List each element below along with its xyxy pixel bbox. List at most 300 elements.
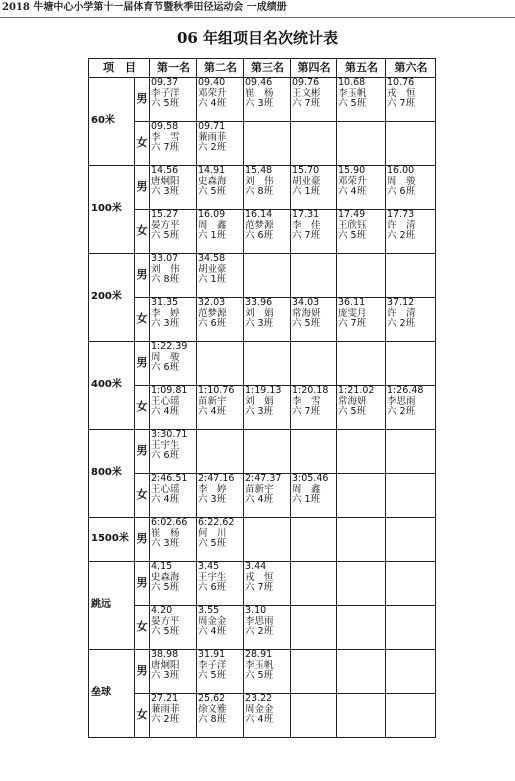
result-name: 周 骏	[387, 175, 416, 187]
result-class: 六 6班	[198, 582, 227, 594]
result-name: 李 雪	[151, 131, 180, 143]
result-class: 六 3班	[198, 494, 227, 506]
result-cell	[150, 650, 197, 694]
gender-cell: 男	[135, 650, 150, 694]
result-cell	[150, 518, 197, 562]
result-class: 六 1班	[292, 494, 321, 506]
table-row	[89, 122, 436, 166]
result-score: 34.58	[198, 253, 226, 264]
result-cell	[244, 122, 291, 166]
result-name: 周 骏	[151, 351, 180, 363]
result-cell	[150, 474, 197, 518]
result-name: 刘 伟	[245, 175, 274, 187]
result-name: 崔 杨	[245, 87, 274, 99]
result-cell	[291, 166, 337, 210]
result-class: 六 4班	[198, 626, 227, 638]
result-class: 六 2班	[387, 406, 416, 418]
result-name: 晏方平	[151, 219, 180, 231]
result-cell	[197, 518, 244, 562]
result-score: 10.76	[387, 77, 415, 88]
result-cell	[150, 606, 197, 650]
result-class: 六 3班	[151, 670, 180, 682]
result-cell	[197, 650, 244, 694]
gender-cell: 男	[135, 78, 150, 122]
result-score: 09.40	[198, 77, 226, 88]
result-name: 常海妍	[338, 395, 367, 407]
result-cell	[150, 166, 197, 210]
result-cell	[337, 518, 386, 562]
result-cell	[244, 694, 291, 738]
result-name: 李思雨	[387, 395, 416, 407]
result-name: 史森海	[198, 175, 227, 187]
result-cell	[291, 606, 337, 650]
table-row	[89, 386, 436, 430]
result-class: 六 8班	[245, 186, 274, 198]
result-cell	[244, 474, 291, 518]
result-cell	[337, 474, 386, 518]
result-name: 崔 杨	[151, 527, 180, 539]
result-cell	[386, 122, 436, 166]
result-name: 李子洋	[151, 87, 180, 99]
gender-cell: 男	[135, 562, 150, 606]
result-class: 六 1班	[198, 230, 227, 242]
result-class: 六 4班	[198, 98, 227, 110]
result-score: 17.49	[338, 209, 366, 220]
result-cell	[244, 78, 291, 122]
result-score: 32.03	[198, 297, 226, 308]
result-cell	[291, 122, 337, 166]
result-score: 10.68	[338, 77, 366, 88]
result-name: 史森海	[151, 571, 180, 583]
result-score: 6:22.62	[198, 517, 235, 528]
result-name: 邓荣升	[198, 87, 227, 99]
result-cell	[244, 606, 291, 650]
result-cell	[291, 650, 337, 694]
result-name: 唐炯阳	[151, 175, 180, 187]
gender-cell: 男	[135, 166, 150, 210]
table-row	[89, 342, 436, 386]
result-cell	[386, 562, 436, 606]
result-score: 09.37	[151, 77, 179, 88]
result-score: 27.21	[151, 693, 179, 704]
result-class: 六 5班	[198, 186, 227, 198]
result-cell	[291, 694, 337, 738]
gender-cell: 女	[135, 298, 150, 342]
result-class: 六 5班	[151, 230, 180, 242]
column-header-event: 项 目	[89, 59, 150, 78]
table-row	[89, 78, 436, 122]
result-score: 3.55	[198, 605, 220, 616]
result-cell	[386, 430, 436, 474]
result-class: 六 7班	[338, 318, 367, 330]
result-cell	[150, 78, 197, 122]
result-cell	[386, 342, 436, 386]
result-name: 王宇生	[198, 571, 227, 583]
result-name: 许 清	[387, 307, 416, 319]
result-cell	[244, 430, 291, 474]
result-name: 刘 伟	[151, 263, 180, 275]
result-score: 38.98	[151, 649, 179, 660]
result-name: 刘 娟	[245, 395, 274, 407]
result-class: 六 4班	[151, 406, 180, 418]
result-cell	[150, 694, 197, 738]
result-cell	[150, 210, 197, 254]
result-class: 六 4班	[245, 494, 274, 506]
page-title: 06 年组项目名次统计表	[176, 29, 339, 47]
result-score: 34.03	[292, 297, 320, 308]
result-name: 苗新宇	[198, 395, 227, 407]
result-name: 庞雯月	[338, 307, 367, 319]
result-score: 3.45	[198, 561, 220, 572]
result-class: 六 2班	[245, 626, 274, 638]
result-cell	[386, 166, 436, 210]
gender-cell: 女	[135, 122, 150, 166]
result-class: 六 7班	[292, 98, 321, 110]
result-score: 16.09	[198, 209, 226, 220]
result-cell	[337, 694, 386, 738]
result-score: 17.73	[387, 209, 415, 220]
table-row	[89, 562, 436, 606]
result-score: 2:47.16	[198, 473, 235, 484]
result-cell	[197, 122, 244, 166]
result-cell	[150, 386, 197, 430]
result-class: 六 3班	[151, 538, 180, 550]
result-name: 李玉帆	[245, 659, 274, 671]
result-score: 33.96	[245, 297, 273, 308]
result-name: 王心瑶	[151, 395, 180, 407]
result-score: 1:22.39	[151, 341, 188, 352]
result-score: 09.46	[245, 77, 273, 88]
result-class: 六 3班	[245, 98, 274, 110]
result-cell	[386, 386, 436, 430]
result-class: 六 4班	[151, 494, 180, 506]
result-score: 1:26.48	[387, 385, 424, 396]
result-cell	[244, 650, 291, 694]
result-score: 28.91	[245, 649, 273, 660]
gender-cell: 男	[135, 342, 150, 386]
result-score: 15.27	[151, 209, 179, 220]
gender-cell: 男	[135, 518, 150, 562]
gender-cell: 女	[135, 694, 150, 738]
result-cell	[337, 78, 386, 122]
result-cell	[244, 518, 291, 562]
table-row	[89, 694, 436, 738]
column-header-rank-6: 第六名	[386, 59, 436, 78]
result-cell	[197, 386, 244, 430]
result-score: 23.22	[245, 693, 273, 704]
result-cell	[150, 298, 197, 342]
result-name: 周金金	[245, 703, 274, 715]
result-cell	[386, 518, 436, 562]
result-score: 31.91	[198, 649, 226, 660]
result-class: 六 8班	[151, 274, 180, 286]
result-cell	[386, 694, 436, 738]
result-cell	[244, 562, 291, 606]
table-row	[89, 254, 436, 298]
result-score: 14.56	[151, 165, 179, 176]
result-cell	[291, 254, 337, 298]
gender-cell: 男	[135, 254, 150, 298]
result-class: 六 2班	[387, 318, 416, 330]
result-name: 周金金	[198, 615, 227, 627]
result-class: 六 2班	[198, 142, 227, 154]
result-cell	[150, 562, 197, 606]
header-row	[89, 59, 436, 78]
result-name: 周 鑫	[292, 483, 321, 495]
event-name-cell: 200米	[89, 254, 135, 342]
result-name: 李 雪	[292, 395, 321, 407]
event-name-cell: 400米	[89, 342, 135, 430]
result-score: 09.71	[198, 121, 226, 132]
gender-cell: 女	[135, 606, 150, 650]
result-score: 16.14	[245, 209, 273, 220]
result-cell	[337, 606, 386, 650]
result-score: 17.31	[292, 209, 320, 220]
result-name: 邓荣升	[338, 175, 367, 187]
result-class: 六 5班	[338, 98, 367, 110]
table-row	[89, 474, 436, 518]
gender-cell: 男	[135, 430, 150, 474]
result-class: 六 7班	[151, 142, 180, 154]
event-name-cell: 1500米	[89, 518, 135, 562]
result-class: 六 5班	[151, 626, 180, 638]
result-cell	[337, 210, 386, 254]
result-class: 六 7班	[387, 98, 416, 110]
result-score: 3.10	[245, 605, 267, 616]
result-cell	[150, 254, 197, 298]
result-class: 六 2班	[387, 230, 416, 242]
gender-cell: 女	[135, 210, 150, 254]
result-class: 六 5班	[338, 406, 367, 418]
result-cell	[150, 430, 197, 474]
result-cell	[291, 78, 337, 122]
result-name: 许 清	[387, 219, 416, 231]
table-row	[89, 518, 436, 562]
result-name: 李玉帆	[338, 87, 367, 99]
result-score: 09.58	[151, 121, 179, 132]
result-cell	[197, 430, 244, 474]
result-name: 李 佳	[292, 219, 321, 231]
result-class: 六 2班	[151, 714, 180, 726]
result-cell	[386, 210, 436, 254]
result-cell	[244, 210, 291, 254]
result-score: 1:19.13	[245, 385, 282, 396]
result-cell	[291, 430, 337, 474]
result-cell	[386, 298, 436, 342]
result-cell	[291, 474, 337, 518]
result-cell	[197, 166, 244, 210]
result-cell	[197, 342, 244, 386]
result-name: 戎 恒	[245, 571, 274, 583]
table-row	[89, 650, 436, 694]
result-score: 6:02.66	[151, 517, 188, 528]
result-class: 六 7班	[292, 406, 321, 418]
result-cell	[337, 122, 386, 166]
result-cell	[197, 210, 244, 254]
result-score: 3:05.46	[292, 473, 329, 484]
column-header-rank-1: 第一名	[150, 59, 197, 78]
event-name-cell: 100米	[89, 166, 135, 254]
results-table	[88, 58, 436, 738]
result-name: 刘 娟	[245, 307, 274, 319]
result-class: 六 5班	[245, 670, 274, 682]
result-cell	[244, 342, 291, 386]
result-score: 15.70	[292, 165, 320, 176]
result-cell	[244, 166, 291, 210]
result-name: 常海妍	[292, 307, 321, 319]
gender-cell: 女	[135, 386, 150, 430]
result-class: 六 6班	[151, 450, 180, 462]
result-cell	[197, 78, 244, 122]
result-name: 徐文雅	[198, 703, 227, 715]
result-cell	[197, 298, 244, 342]
result-class: 六 5班	[151, 582, 180, 594]
result-cell	[244, 386, 291, 430]
result-name: 王欣钰	[338, 219, 367, 231]
result-cell	[291, 342, 337, 386]
result-cell	[291, 210, 337, 254]
result-score: 09.76	[292, 77, 320, 88]
table-row	[89, 430, 436, 474]
result-cell	[386, 78, 436, 122]
result-score: 4.15	[151, 561, 173, 572]
result-class: 六 6班	[198, 318, 227, 330]
result-score: 1:09.81	[151, 385, 188, 396]
result-cell	[337, 562, 386, 606]
result-name: 胡业豪	[198, 263, 227, 275]
result-class: 六 4班	[245, 714, 274, 726]
result-class: 六 5班	[151, 98, 180, 110]
column-header-rank-2: 第二名	[197, 59, 244, 78]
result-class: 六 5班	[198, 538, 227, 550]
result-cell	[386, 650, 436, 694]
result-name: 戎 恒	[387, 87, 416, 99]
table-row	[89, 210, 436, 254]
result-cell	[197, 474, 244, 518]
result-cell	[337, 650, 386, 694]
result-score: 4.20	[151, 605, 173, 616]
result-cell	[291, 518, 337, 562]
result-class: 六 7班	[292, 230, 321, 242]
result-cell	[150, 122, 197, 166]
result-cell	[337, 430, 386, 474]
result-name: 李 婷	[151, 307, 180, 319]
result-name: 蒹雨菲	[198, 131, 227, 143]
result-name: 胡业豪	[292, 175, 321, 187]
result-score: 2:46.51	[151, 473, 188, 484]
result-score: 15.90	[338, 165, 366, 176]
result-score: 36.11	[338, 297, 366, 308]
result-score: 3.44	[245, 561, 267, 572]
result-class: 六 7班	[245, 582, 274, 594]
result-score: 3:30.71	[151, 429, 188, 440]
table-row	[89, 298, 436, 342]
result-class: 六 1班	[292, 186, 321, 198]
result-score: 14.91	[198, 165, 226, 176]
result-class: 六 4班	[338, 186, 367, 198]
result-cell	[197, 694, 244, 738]
result-name: 苗新宇	[245, 483, 274, 495]
result-score: 16.00	[387, 165, 415, 176]
result-name: 唐炯阳	[151, 659, 180, 671]
result-cell	[150, 342, 197, 386]
result-class: 六 1班	[198, 274, 227, 286]
result-name: 何 川	[198, 527, 227, 539]
result-name: 王文彬	[292, 87, 321, 99]
results-body	[89, 78, 436, 738]
result-cell	[291, 562, 337, 606]
result-score: 15.48	[245, 165, 273, 176]
result-class: 六 4班	[198, 406, 227, 418]
result-class: 六 3班	[245, 318, 274, 330]
result-score: 25.62	[198, 693, 226, 704]
result-score: 2:47.37	[245, 473, 282, 484]
result-score: 37.12	[387, 297, 415, 308]
result-class: 六 3班	[245, 406, 274, 418]
column-header-rank-3: 第三名	[244, 59, 291, 78]
result-score: 1:21.02	[338, 385, 375, 396]
result-cell	[244, 298, 291, 342]
result-cell	[337, 298, 386, 342]
result-class: 六 3班	[151, 318, 180, 330]
document-header-line: 2018 牛塘中心小学第十一届体育节暨秋季田径运动会 一成绩册	[0, 0, 515, 18]
event-name-cell: 60米	[89, 78, 135, 166]
result-class: 六 6班	[387, 186, 416, 198]
result-cell	[337, 166, 386, 210]
result-cell	[337, 254, 386, 298]
result-class: 六 3班	[151, 186, 180, 198]
result-name: 李子洋	[198, 659, 227, 671]
result-cell	[386, 606, 436, 650]
result-cell	[291, 298, 337, 342]
result-score: 1:10.76	[198, 385, 235, 396]
result-name: 李 婷	[198, 483, 227, 495]
result-class: 六 5班	[198, 670, 227, 682]
result-cell	[337, 342, 386, 386]
result-cell	[197, 254, 244, 298]
result-cell	[197, 606, 244, 650]
result-class: 六 6班	[245, 230, 274, 242]
event-name-cell: 垒球	[89, 650, 135, 738]
result-class: 六 8班	[198, 714, 227, 726]
result-cell	[244, 254, 291, 298]
event-name-cell: 跳远	[89, 562, 135, 650]
result-class: 六 6班	[151, 362, 180, 374]
result-name: 范梦源	[245, 219, 274, 231]
result-cell	[337, 386, 386, 430]
result-name: 范梦源	[198, 307, 227, 319]
result-cell	[197, 562, 244, 606]
result-cell	[386, 474, 436, 518]
result-score: 1:20.18	[292, 385, 329, 396]
table-row	[89, 606, 436, 650]
column-header-rank-5: 第五名	[337, 59, 386, 78]
result-cell	[291, 386, 337, 430]
result-score: 33.07	[151, 253, 179, 264]
result-class: 六 5班	[338, 230, 367, 242]
result-cell	[386, 254, 436, 298]
column-header-rank-4: 第四名	[291, 59, 337, 78]
result-name: 王宇生	[151, 439, 180, 451]
gender-cell: 女	[135, 474, 150, 518]
result-name: 王心瑶	[151, 483, 180, 495]
result-name: 蒹雨菲	[151, 703, 180, 715]
result-score: 31.35	[151, 297, 179, 308]
table-row	[89, 166, 436, 210]
result-name: 周 鑫	[198, 219, 227, 231]
result-class: 六 5班	[292, 318, 321, 330]
result-name: 李思雨	[245, 615, 274, 627]
